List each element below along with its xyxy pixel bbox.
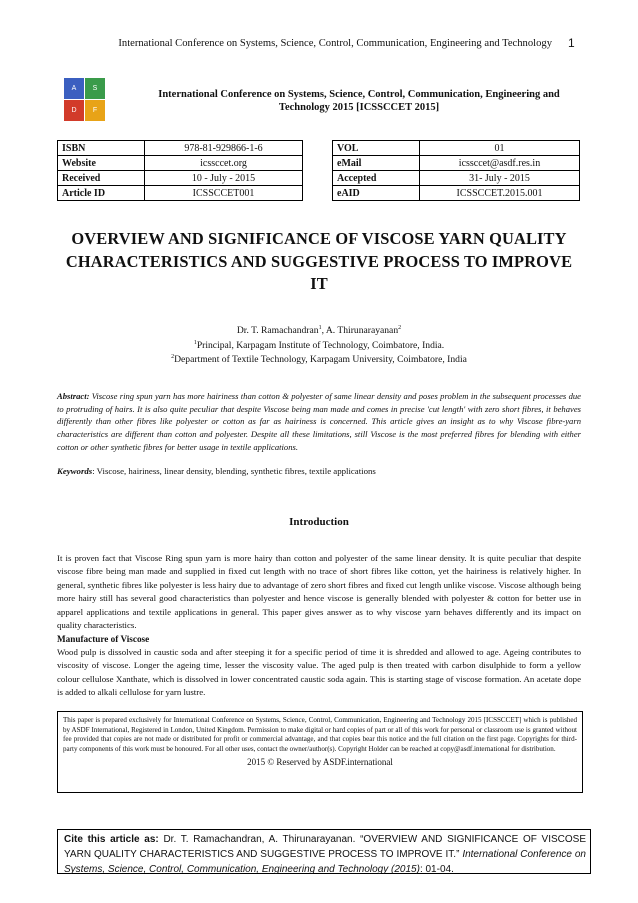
affil-1-text: Principal, Karpagam Institute of Technology, Coimbatore, India.: [196, 339, 445, 351]
affil-2-text: Department of Textile Technology, Karpagam University, Coimbatore, India: [174, 354, 467, 366]
author-2-sup: 2: [398, 325, 402, 331]
keywords-text: : Viscose, hairiness, linear density, blending, synthetic fibres, textile applications: [92, 466, 376, 476]
meta-row: [58, 141, 303, 156]
meta-key: Accepted: [333, 171, 420, 186]
keywords: [57, 466, 581, 476]
author-block: [60, 324, 578, 368]
manufacture-paragraph: Wood pulp is dissolved in caustic soda and after steeping it for a specific period of time it is shredded and allowed to age. Ageing contributes to viscosity of viscose. Longer the ageing time, lesser the viscosity value. The aged pulp is then treated with carbon disulphide to form a yellow colour cellulose Xanthate, which is dissolved in lower concentrated caustic soda again. This is starting stage of viscose formation. An acetate dope is added to alkali cellulose for yarn lustre.: [57, 647, 581, 698]
citation-pages: : 01-04.: [419, 863, 454, 875]
meta-key: ISBN: [58, 141, 145, 156]
logo-letter-d: D: [64, 100, 84, 121]
logo-letter-a: A: [64, 78, 84, 99]
citation-body: Dr. T. Ramachandran, A. Thirunarayanan. “OVERVIEW AND SIGNIFICANCE OF VISCOSE YARN QUALITY CHARACTERISTICS AND SUGGESTIVE PROCESS TO IMPROVE IT.”: [64, 834, 587, 860]
copyright-notice-text: This paper is prepared exclusively for International Conference on Systems, Science, Control, Communication, Engineering and Technology 2015 [ICSSCCET] which is published by ASDF International, Registered in London, United Kingdom. Permission to make digital or hard copies of part or all of this work for personal or classroom use is granted without fee provided that copies are not made or distributed for profit or commercial advantage, and that copies bear this notice and the full citation on the first page. Copyrights for third-party components of this work must be honoured. For all other uses, contact the owner/author(s). Copyright Holder can be reached at copy@asdf.international for distribution.: [63, 716, 577, 754]
page-number: 1: [568, 36, 575, 50]
logo-letter-s: S: [85, 78, 105, 99]
running-header: International Conference on Systems, Science, Control, Communication, Engineering and Technology: [118, 38, 552, 49]
affil-1-sup: 1: [193, 339, 197, 346]
conference-title: International Conference on Systems, Science, Control, Communication, Engineering and Technology 2015 [ICSSCCET 2015]: [158, 89, 560, 113]
meta-row: [333, 171, 580, 186]
citation-venue: International Conference on Systems, Science, Control, Communication, Engineering and Technology (2015): [64, 848, 586, 875]
meta-value: 978-81-929866-1-6: [145, 141, 303, 156]
meta-value: icssccet.org: [145, 156, 303, 171]
affil-2-sup: 2: [171, 354, 175, 361]
meta-row: [333, 156, 580, 171]
meta-key: Website: [58, 156, 145, 171]
meta-value: ICSSCCET001: [145, 186, 303, 201]
meta-key: Article ID: [58, 186, 145, 201]
meta-row: [58, 186, 303, 201]
meta-value: 10 - July - 2015: [145, 171, 303, 186]
author-2: , A. Thirunarayanan: [321, 325, 399, 337]
meta-value: ICSSCCET.2015.001: [420, 186, 580, 201]
section-heading-introduction: Introduction: [289, 516, 349, 528]
author-1-sup: 1: [318, 325, 322, 331]
subsection-heading: Manufacture of Viscose: [57, 634, 150, 644]
copyright-notice-box: [57, 711, 583, 793]
meta-value: 31- July - 2015: [420, 171, 580, 186]
meta-row: [58, 156, 303, 171]
asdf-logo: [64, 78, 105, 121]
meta-key: eMail: [333, 156, 420, 171]
citation-box: [57, 829, 591, 874]
affiliation-1: [60, 339, 578, 354]
keywords-label: Keywords: [57, 466, 93, 476]
meta-value: 01: [420, 141, 580, 156]
meta-row: [333, 141, 580, 156]
introduction-paragraph: It is proven fact that Viscose Ring spun yarn is more hairy than cotton and polyester of the same linear density. It is quite peculiar that despite viscose fibre being man made and supplied in fixed cut length with no trace of short fibres like cotton, yet the hairiness is relatively higher. In general, synthetic fibres like polyester is less hairy due to advantage of zero short fibres and fixed cut length unlike viscose. Viscose although being more hairy still has several good characteristics than polyester and hence viscose is generally blended with polyester & cotton for better use in apparel applications and textile applications in general. This paper gives answer as to why viscose yarn behaves differently and its impact on quality characteristics.: [57, 553, 581, 631]
abstract-text: Viscose ring spun yarn has more hairiness than cotton & polyester of same linear density and poses problem in the subsequent processes due to protruding of hairs. It is also quite peculiar that despite Viscose being man made and comes in precise 'cut length' with zero short fibres, it behaves differently than other fibres like polyester or cotton as far as hairiness is concerned. This article gives an insight as to why Viscose fibre-yarn characteristics are different than cotton and polyester. Despite all these limitations, still Viscose is the most preferred fibres for blending with either cotton or other synthetic fibres for better usage in textile applications.: [57, 391, 581, 452]
meta-key: VOL: [333, 141, 420, 156]
meta-table-right: [332, 140, 580, 201]
author-names: [60, 324, 578, 339]
abstract: [57, 390, 581, 453]
meta-row: [333, 186, 580, 201]
meta-key: Received: [58, 171, 145, 186]
abstract-label: Abstract:: [57, 391, 90, 401]
meta-key: eAID: [333, 186, 420, 201]
author-1: Dr. T. Ramachandran: [236, 325, 319, 337]
affiliation-2: [60, 353, 578, 368]
logo-letter-f: F: [85, 100, 105, 121]
meta-table-left: [57, 140, 303, 201]
citation-label: Cite this article as:: [64, 834, 159, 845]
copyright-line: 2015 © Reserved by ASDF.international: [247, 756, 393, 767]
paper-title: OVERVIEW AND SIGNIFICANCE OF VISCOSE YARN QUALITY CHARACTERISTICS AND SUGGESTIVE PROCESS TO IMPROVE IT: [65, 229, 573, 294]
meta-row: [58, 171, 303, 186]
meta-value: icssccet@asdf.res.in: [420, 156, 580, 171]
